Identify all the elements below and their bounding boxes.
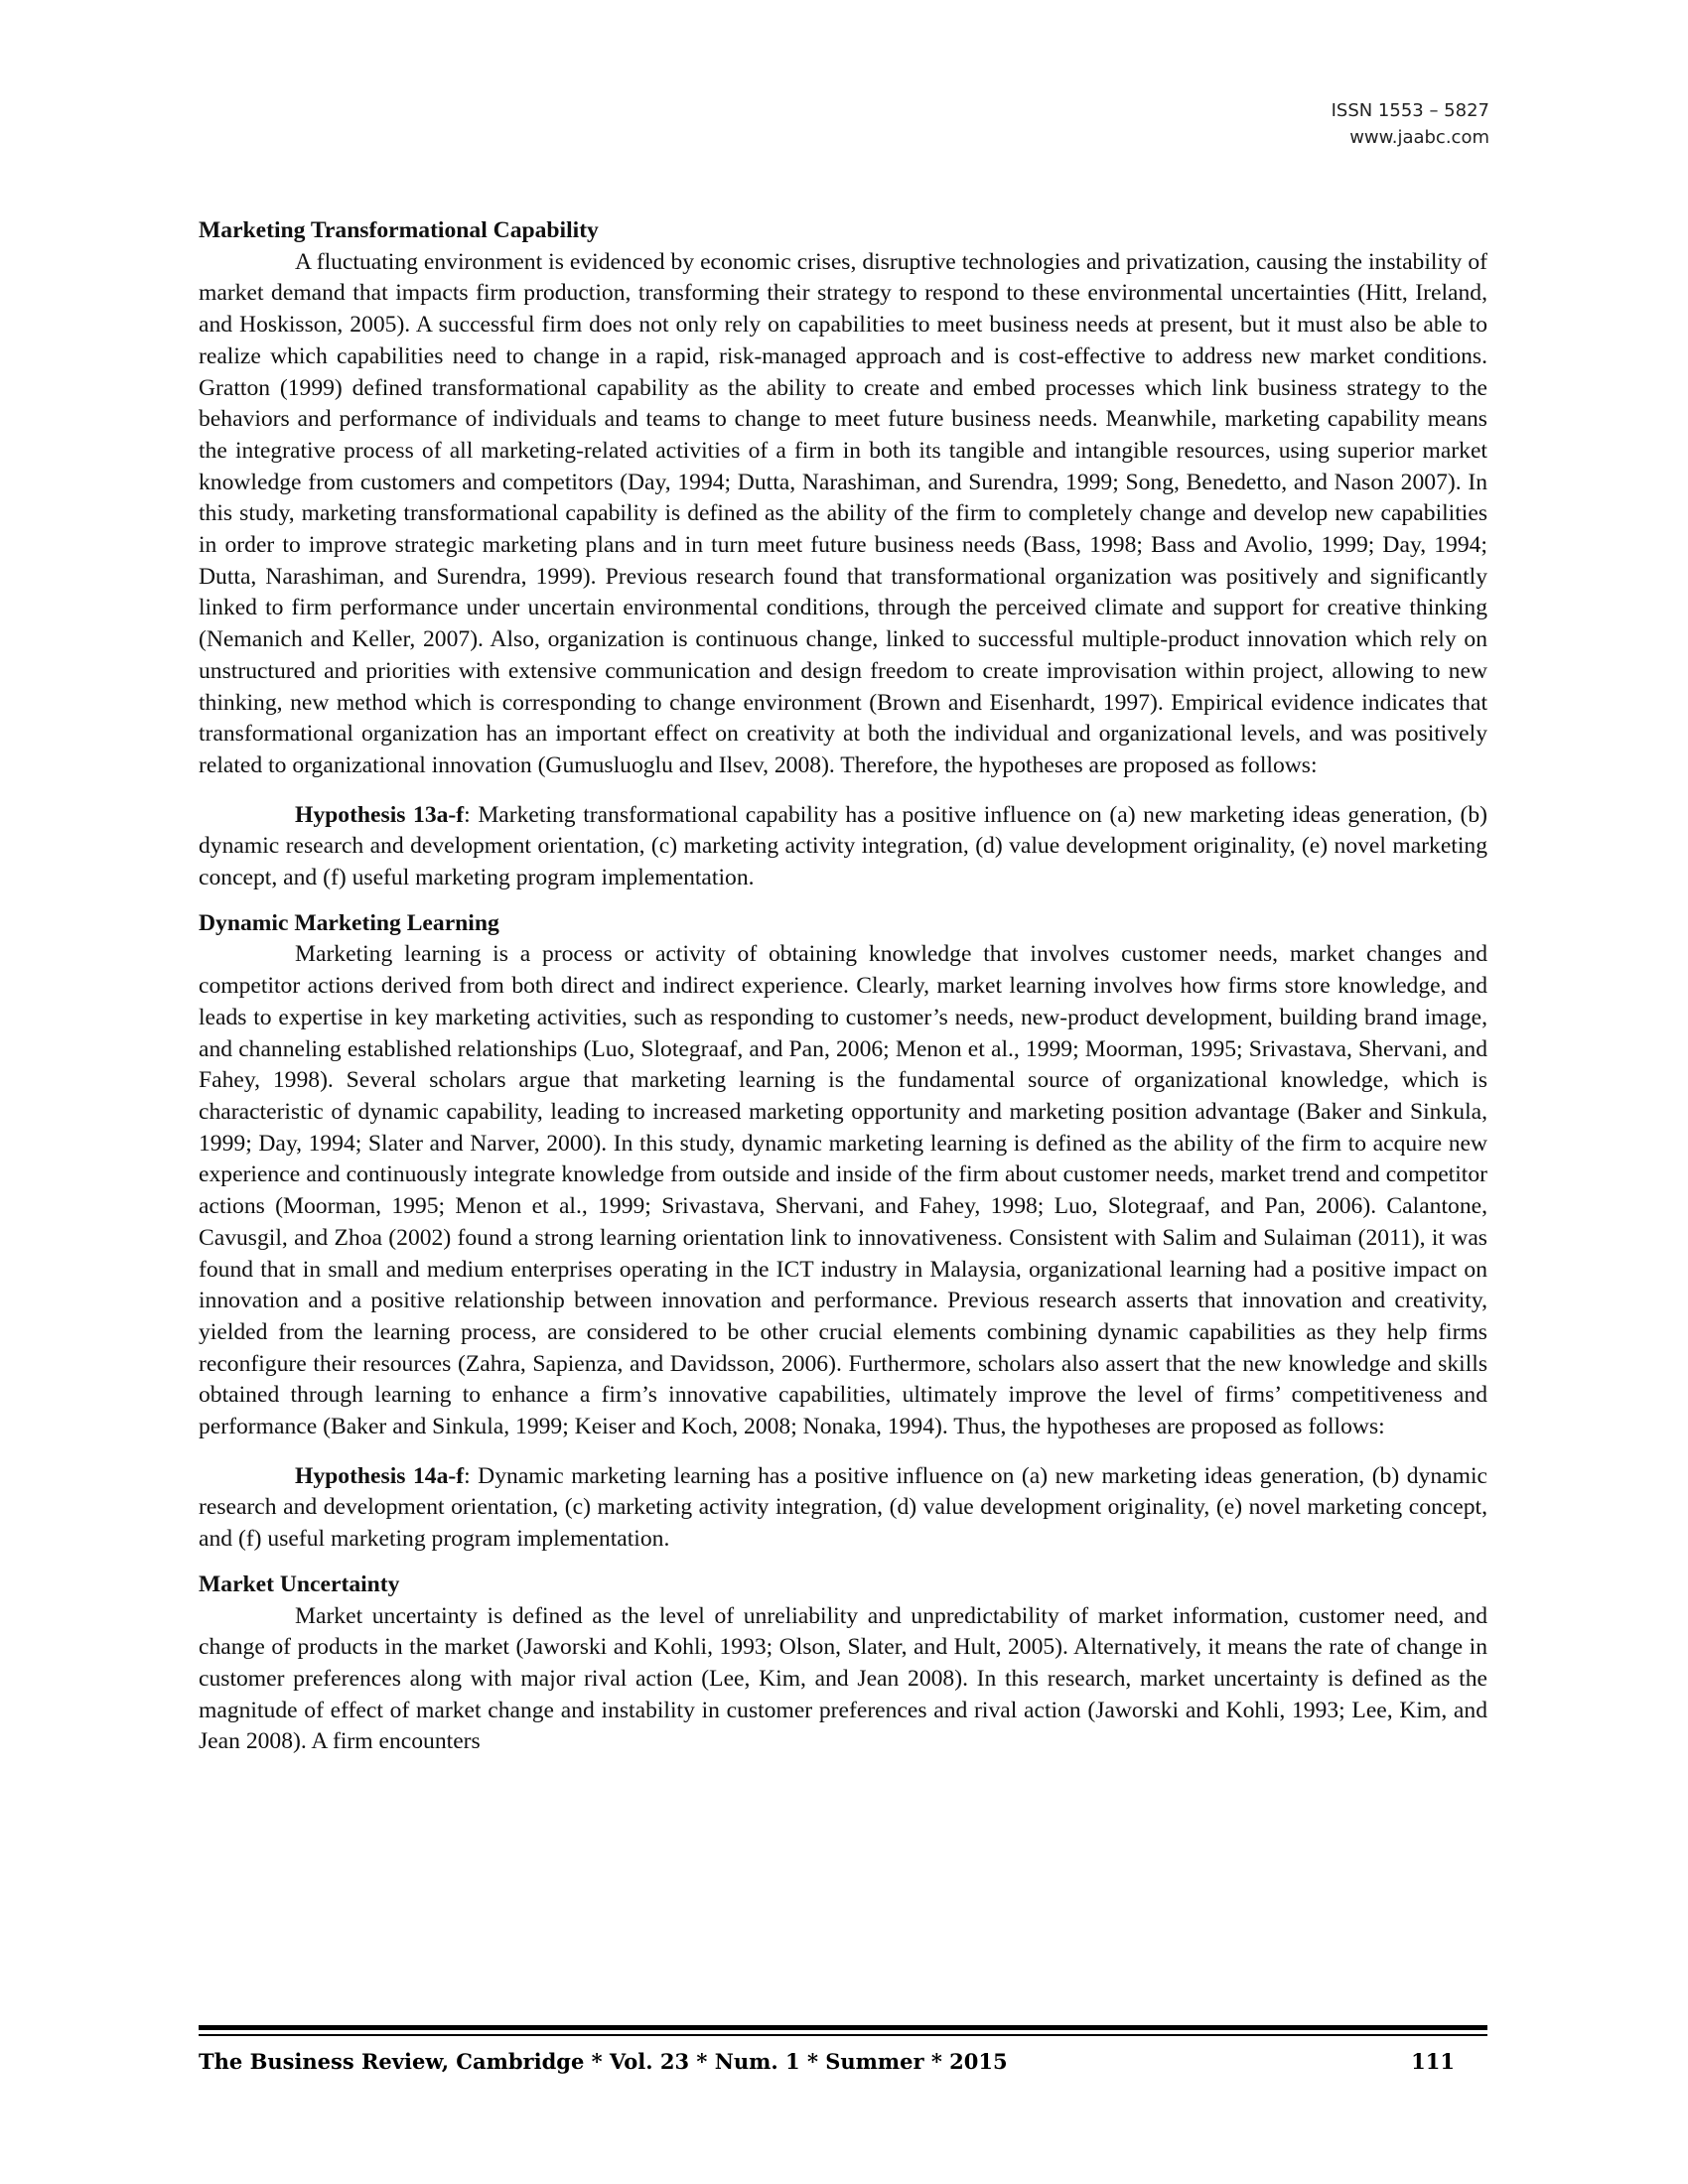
page-footer bbox=[199, 2049, 1455, 2074]
footer-divider-thin bbox=[199, 2034, 1487, 2036]
website-text: www.jaabc.com bbox=[1349, 127, 1489, 148]
section-paragraph: A fluctuating environment is evidenced by economic crises, disruptive technologies and privatization, causing the instability of market demand that impacts firm production, transforming their strategy to respond to these environmental uncertainties (Hitt, Ireland, and Hoskisson, 2005). A successful firm does not only rely on capabilities to meet business needs at present, but it must also be able to realize which capabilities need to change in a rapid, risk-managed approach and is cost-effective to address new market conditions. Gratton (1999) defined transformational capability as the ability to create and embed processes which link business strategy to the behaviors and performance of individuals and teams to change to meet future business needs. Meanwhile, marketing capability means the integrative process of all marketing-related activities of a firm in both its tangible and intangible resources, using superior market knowledge from customers and competitors (Day, 1994; Dutta, Narashiman, and Surendra, 1999; Song, Benedetto, and Nason 2007). In this study, marketing transformational capability is defined as the ability of the firm to completely change and develop new capabilities in order to improve strategic marketing plans and in turn meet future business needs (Bass, 1998; Bass and Avolio, 1999; Day, 1994; Dutta, Narashiman, and Surendra, 1999). Previous research found that transformational organization was positively and significantly linked to firm performance under uncertain environmental conditions, through the perceived climate and support for creative thinking (Nemanich and Keller, 2007). Also, organization is continuous change, linked to successful multiple-product innovation which rely on unstructured and priorities with extensive communication and design freedom to create improvisation within project, allowing to new thinking, new method which is corresponding to change environment (Brown and Eisenhardt, 1997). Empirical evidence indicates that transformational organization has an important effect on creativity at both the individual and organizational levels, and was positively related to organizational innovation (Gumusluoglu and Ilsev, 2008). Therefore, the hypotheses are proposed as follows: bbox=[199, 248, 1487, 778]
section-title-marketing-transformational-capability: Marketing Transformational Capability bbox=[199, 217, 599, 243]
page-number: 111 bbox=[1411, 2049, 1455, 2074]
section-paragraph: Marketing learning is a process or activity of obtaining knowledge that involves customer needs, market changes and competitor actions derived from both direct and indirect experience. Clearly, market learning involves how firms store knowledge, and leads to expertise in key marketing activities, such as responding to customer’s needs, new-product development, building brand image, and channeling established relationships (Luo, Slotegraaf, and Pan, 2006; Menon et al., 1999; Moorman, 1995; Srivastava, Shervani, and Fahey, 1998). Several scholars argue that marketing learning is the fundamental source of organizational knowledge, which is characteristic of dynamic capability, leading to increased marketing opportunity and marketing position advantage (Baker and Sinkula, 1999; Day, 1994; Slater and Narver, 2000). In this study, dynamic marketing learning is defined as the ability of the firm to acquire new experience and continuously integrate knowledge from outside and inside of the firm about customer needs, market trend and competitor actions (Moorman, 1995; Menon et al., 1999; Srivastava, Shervani, and Fahey, 1998; Luo, Slotegraaf, and Pan, 2006). Calantone, Cavusgil, and Zhoa (2002) found a strong learning orientation link to innovativeness. Consistent with Salim and Sulaiman (2011), it was found that in small and medium enterprises operating in the ICT industry in Malaysia, organizational learning had a positive impact on innovation and a positive relationship between innovation and performance. Previous research asserts that innovation and creativity, yielded from the learning process, are considered to be other crucial elements combining dynamic capabilities as they help firms reconfigure their resources (Zahra, Sapienza, and Davidsson, 2006). Furthermore, scholars also assert that the new knowledge and skills obtained through learning to enhance a firm’s innovative capabilities, ultimately improve the level of firms’ competitiveness and performance (Baker and Sinkula, 1999; Keiser and Koch, 2008; Nonaka, 1994). Thus, the hypotheses are proposed as follows: bbox=[199, 941, 1487, 1440]
section-title-dynamic-marketing-learning: Dynamic Marketing Learning bbox=[199, 909, 499, 936]
section-paragraph: Market uncertainty is defined as the level of unreliability and unpredictability of market information, customer need, and change of products in the market (Jaworski and Kohli, 1993; Olson, Slater, and Hult, 2005). Alternatively, it means the rate of change in customer preferences along with major rival action (Lee, Kim, and Jean 2008). In this research, market uncertainty is defined as the magnitude of effect of market change and instability in customer preferences and rival action (Jaworski and Kohli, 1993; Lee, Kim, and Jean 2008). A firm encounters bbox=[199, 1602, 1487, 1755]
hypothesis-text: : Dynamic marketing learning has a positive influence on (a) new marketing ideas generation, (b) dynamic research and development orientation, (c) marketing activity integration, (d) value development originality, (e) novel marketing concept, and (f) useful marketing program implementation. bbox=[199, 1462, 1487, 1553]
issn-text: ISSN 1553 – 5827 bbox=[1331, 100, 1489, 121]
page-header bbox=[1332, 97, 1489, 151]
section-title-market-uncertainty: Market Uncertainty bbox=[199, 1570, 400, 1597]
article-body bbox=[199, 215, 1487, 1758]
hypothesis-13 bbox=[199, 800, 1487, 894]
hypothesis-text: : Marketing transformational capability has a positive influence on (a) new marketing ideas generation, (b) dynamic research and development orientation, (c) marketing activity integration, (d) value development originality, (e) novel marketing concept, and (f) useful marketing program implementation. bbox=[199, 801, 1487, 891]
hypothesis-label: Hypothesis 14a-f bbox=[295, 1462, 465, 1489]
hypothesis-label: Hypothesis 13a-f bbox=[295, 801, 465, 828]
hypothesis-14 bbox=[199, 1461, 1487, 1556]
footer-divider-thick bbox=[199, 2025, 1487, 2030]
journal-citation: The Business Review, Cambridge * Vol. 23 * Num. 1 * Summer * 2015 bbox=[199, 2049, 1008, 2074]
